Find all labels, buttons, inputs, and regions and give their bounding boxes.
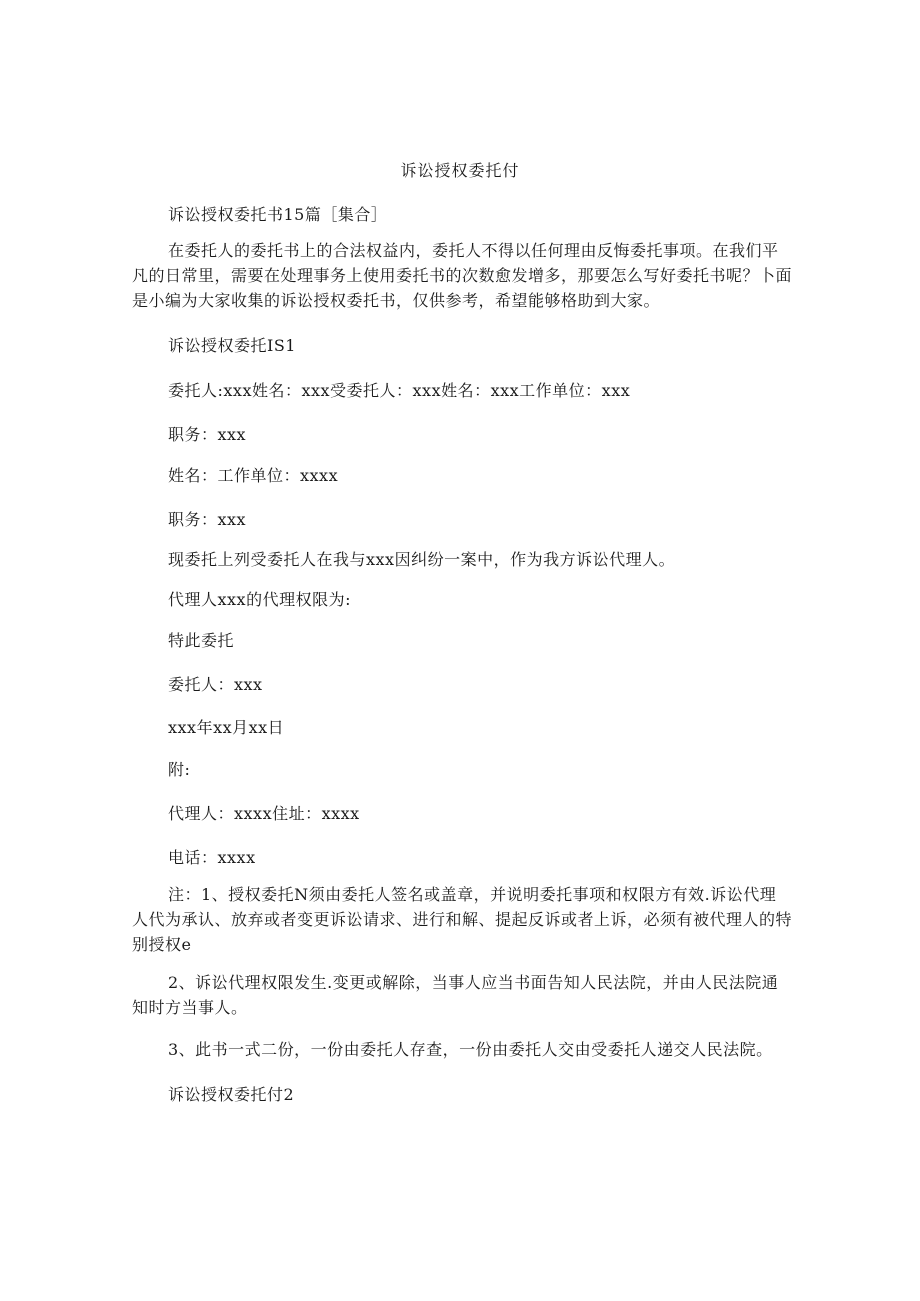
- section1-heading: 诉讼授权委托IS1: [168, 336, 296, 355]
- principal-line: 委托人:xxx姓名：xxx受委托人：xxx姓名：xxx工作单位：xxx: [168, 381, 631, 400]
- special-entrust-line: 特此委托: [168, 631, 235, 650]
- document-subtitle: 诉讼授权委托书15篇［集合］: [168, 205, 388, 224]
- intro-paragraph: 在委托人的委托书上的合法权益内，委托人不得以任何理由反悔委托事项。在我们平凡的日常里，需要在处理事务上使用委托书的次数愈发增多，那要怎么写好委托书呢？卜面是小编为大家收集的诉讼授权委托书，仅供参考，希望能够格助到大家。: [132, 241, 793, 310]
- duty-line-2: 职务：xxx: [168, 510, 247, 529]
- note-2-paragraph: 2、诉讼代理权限发生.变更或解除，当事人应当书面告知人民法院，并由人民法院通知时方当事人。: [132, 973, 779, 1017]
- attached-line: 附:: [168, 760, 191, 779]
- section2-heading: 诉讼授权委托付2: [168, 1085, 295, 1104]
- duty-line-1: 职务：xxx: [168, 425, 247, 444]
- document-title: 诉讼授权委托付: [400, 161, 520, 180]
- authority-line: 代理人xxx的代理权限为:: [168, 590, 351, 609]
- principal-sign-line: 委托人：xxx: [168, 675, 263, 694]
- entrust-line: 现委托上列受委托人在我与xxx因纠纷一案中，作为我方诉讼代理人。: [168, 550, 676, 569]
- note-3-paragraph: 3、此书一式二份，一份由委托人存查，一份由委托人交由受委托人递交人民法院。: [168, 1040, 773, 1059]
- name-work-line: 姓名：工作单位：xxxx: [168, 466, 339, 485]
- phone-line: 电话：xxxx: [168, 848, 256, 867]
- date-line: xxx年xx月xx日: [168, 718, 285, 737]
- note-1-paragraph: 注：1、授权委托N须由委托人签名或盖章，并说明委托事项和权限方有效.诉讼代理人代为承认、放弃或者变更诉讼请求、进行和解、提起反诉或者上诉，必须有被代理人的特别授权e: [132, 885, 793, 954]
- agent-address-line: 代理人：xxxx住址：xxxx: [168, 804, 360, 823]
